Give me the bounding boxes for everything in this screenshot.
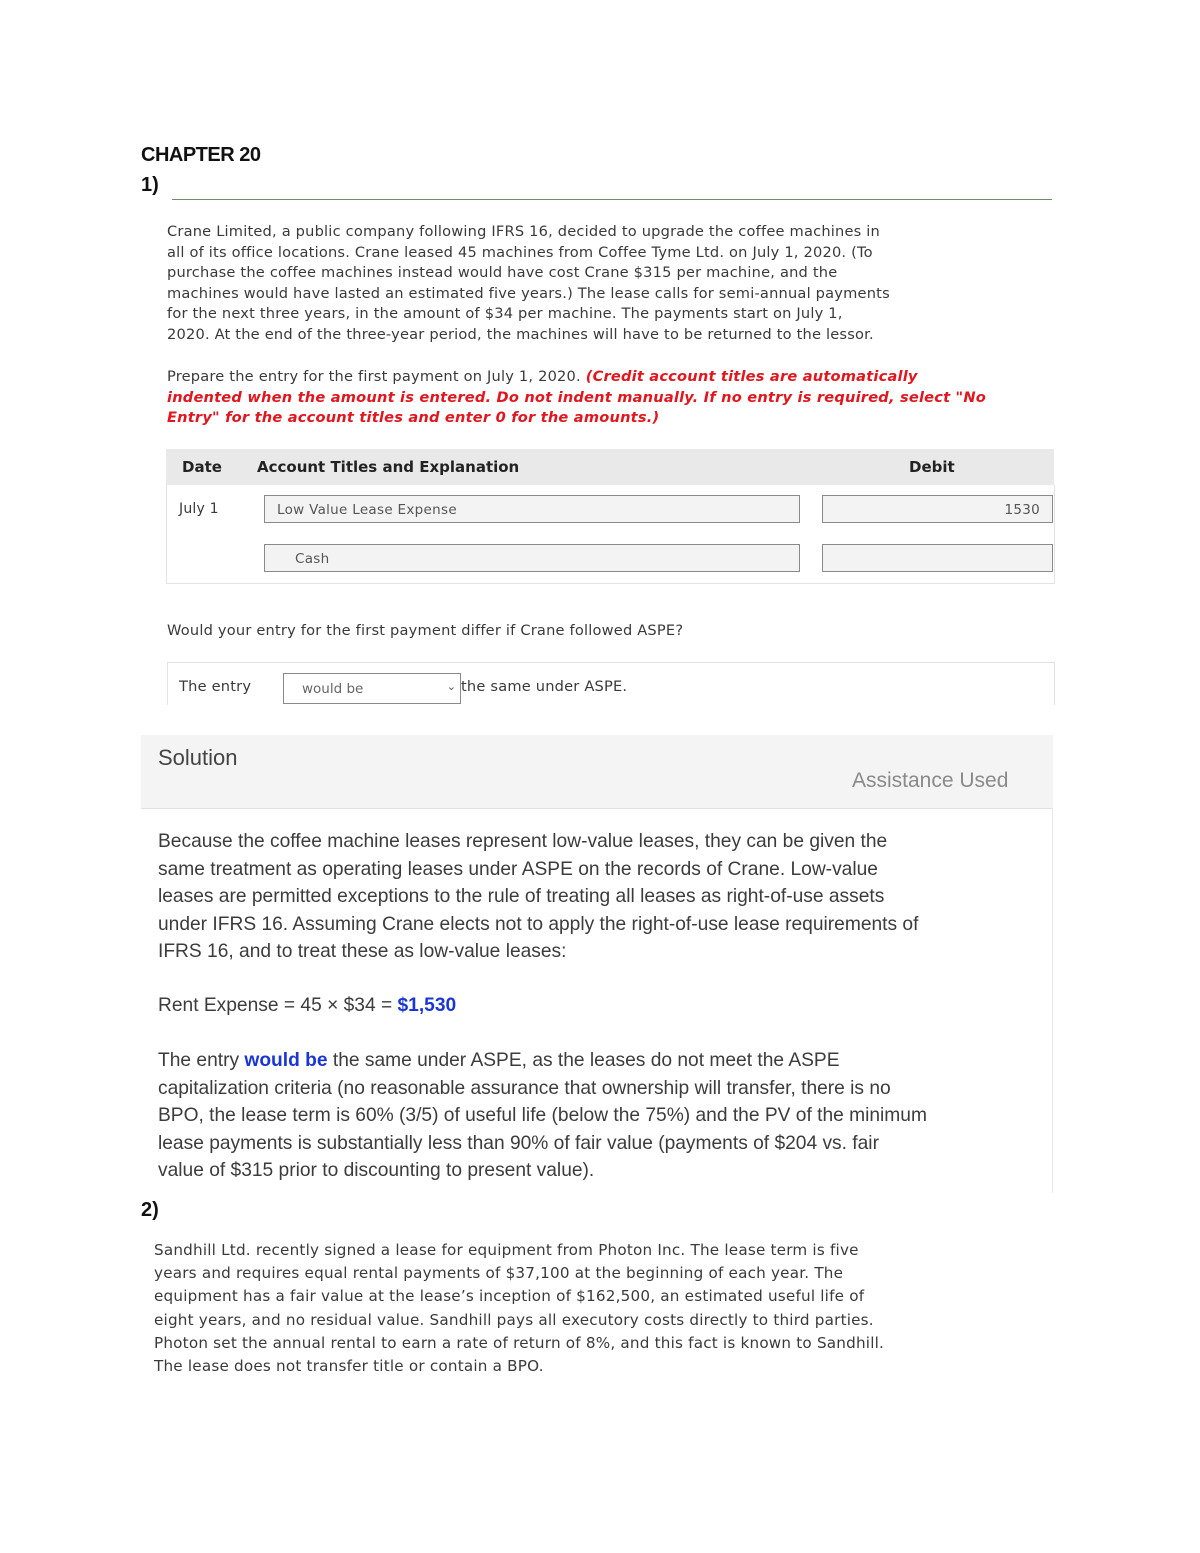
debit-amount-input[interactable]: 1530 (822, 495, 1053, 523)
solution-line (158, 1047, 1048, 1075)
question-1-number: 1) (141, 174, 159, 196)
debit-column-header: Debit (909, 458, 955, 476)
solution-line: lease payments is substantially less than 90% of fair value (payments of $204 vs. fair (158, 1132, 879, 1154)
chevron-down-icon[interactable]: ⌄ (446, 680, 456, 693)
solution-paragraph-3 (158, 1047, 1048, 1185)
assistance-used-label: Assistance Used (852, 769, 1009, 792)
entry-dropdown[interactable] (283, 673, 461, 704)
solution-border (1052, 808, 1053, 1193)
account-column-header: Account Titles and Explanation (257, 458, 520, 476)
solution-paragraph-1 (158, 828, 1048, 966)
rent-expense-formula: Rent Expense = 45 × $34 = (158, 995, 398, 1016)
solution-line: capitalization criteria (no reasonable assurance that ownership will transfer, there is no (158, 1077, 891, 1099)
intro-line: purchase the coffee machines instead would have cost Crane $315 per machine, and the (167, 264, 838, 282)
solution-title: Solution (158, 745, 238, 770)
question-2-line: Photon set the annual rental to earn a rate of return of 8%, and this fact is known to Sandhill. (154, 1333, 885, 1352)
entry-prefix: The entry (179, 678, 252, 695)
question-2-line: The lease does not transfer title or contain a BPO. (154, 1357, 544, 1376)
instruction-warning: indented when the amount is entered. Do not indent manually. If no entry is required, select "No (167, 388, 986, 406)
question-2-number: 2) (141, 1199, 159, 1221)
solution-line: BPO, the lease term is 60% (3/5) of useful life (below the 75%) and the PV of the minimum (158, 1105, 927, 1126)
credit-account-input[interactable]: Cash (264, 544, 800, 572)
rent-expense-line (158, 992, 456, 1020)
solution-text: The entry (158, 1050, 245, 1071)
rent-expense-value: $1,530 (397, 995, 457, 1016)
instruction-line (167, 367, 1067, 388)
account-title-input[interactable]: Low Value Lease Expense (264, 495, 800, 523)
intro-line: machines would have lasted an estimated five years.) The lease calls for semi-annual payments (167, 284, 890, 302)
intro-line: 2020. At the end of the three-year period, the machines will have to be returned to the lessor. (167, 325, 874, 343)
instruction-text: Prepare the entry for the first payment on July 1, 2020. (167, 368, 586, 385)
aspe-question: Would your entry for the first payment differ if Crane followed ASPE? (167, 622, 684, 639)
debit-amount-input-empty[interactable] (822, 544, 1053, 572)
question-2-line: years and requires equal rental payments of $37,100 at the beginning of each year. The (154, 1264, 844, 1283)
question-2-line: equipment has a fair value at the lease’s inception of $162,500, an estimated useful life of (154, 1287, 865, 1306)
solution-line: Because the coffee machine leases represent low-value leases, they can be given the (158, 831, 888, 852)
solution-answer-highlight: would be (244, 1050, 328, 1071)
solution-text: the same under ASPE, as the leases do not meet the ASPE (327, 1050, 840, 1071)
date-column-header: Date (182, 458, 222, 476)
solution-line: value of $315 prior to discounting to present value). (158, 1160, 595, 1181)
chapter-title: CHAPTER 20 (141, 144, 261, 166)
intro-line: Crane Limited, a public company following IFRS 16, decided to upgrade the coffee machines in (167, 223, 880, 240)
question-1-intro (167, 222, 1067, 346)
entry-date: July 1 (179, 501, 219, 517)
question-2-line: eight years, and no residual value. Sandhill pays all executory costs directly to third parties. (154, 1310, 874, 1329)
solution-line: under IFRS 16. Assuming Crane elects not to apply the right-of-use lease requirements of (158, 913, 919, 935)
question-1-instructions (167, 367, 1067, 429)
question-2-line: Sandhill Ltd. recently signed a lease for equipment from Photon Inc. The lease term is five (154, 1241, 859, 1259)
question-2-text (154, 1239, 1054, 1378)
instruction-warning: (Credit account titles are automatically (585, 368, 918, 385)
entry-dropdown-value: would be (302, 681, 364, 697)
intro-line: all of its office locations. Crane leased 45 machines from Coffee Tyme Ltd. on July 1, 2020. (To (167, 243, 873, 261)
solution-line: same treatment as operating leases under ASPE on the records of Crane. Low-value (158, 858, 878, 880)
question-divider (172, 199, 1052, 200)
solution-line: IFRS 16, and to treat these as low-value leases: (158, 941, 567, 962)
solution-line: leases are permitted exceptions to the rule of treating all leases as right-of-use assets (158, 886, 885, 907)
intro-line: for the next three years, in the amount of $34 per machine. The payments start on July 1, (167, 305, 843, 323)
instruction-warning: Entry" for the account titles and enter 0 for the amounts.) (167, 409, 660, 427)
entry-suffix: the same under ASPE. (461, 678, 628, 695)
